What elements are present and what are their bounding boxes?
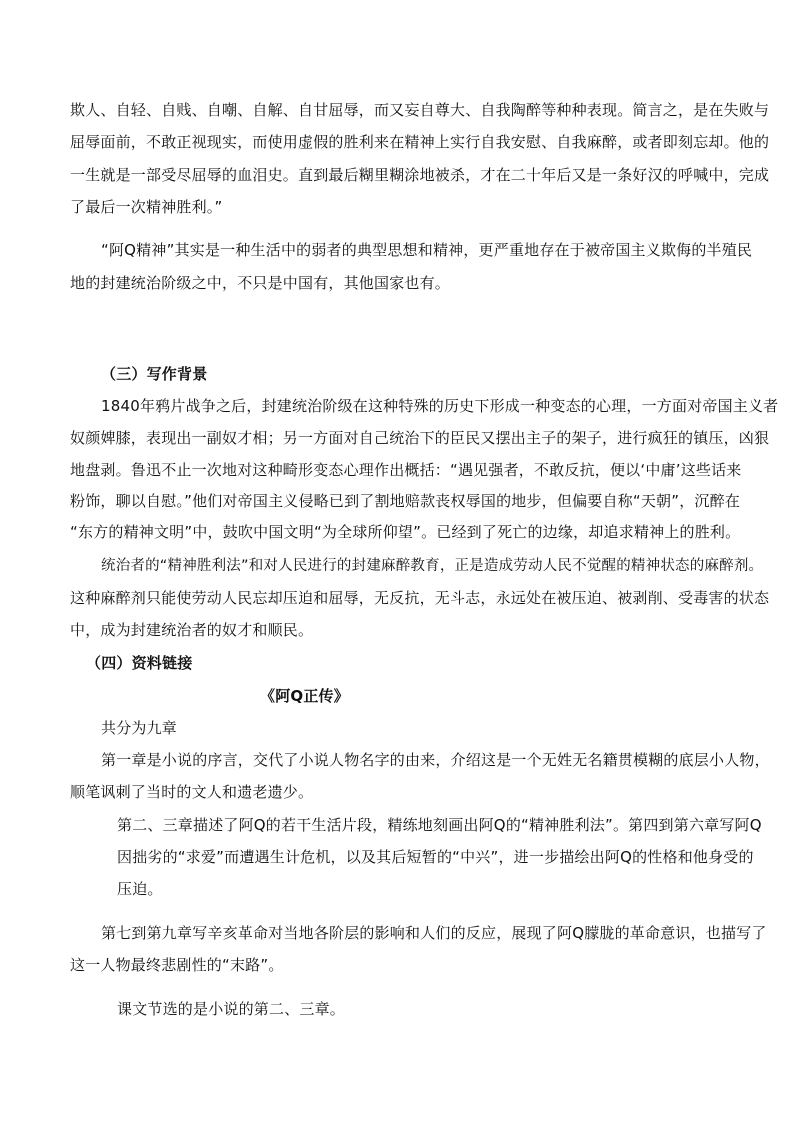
chapter1-line-1: 第一章是小说的序言，交代了小说人物名字的由来，介绍这是一个无姓无名籍贯模糊的底层小人物， [101, 751, 770, 769]
chapters7-9-line-1: 第七到第九章写辛亥革命对当地各阶层的影响和人们的反应，展现了阿Q朦胧的革命意识，也描写了 [101, 924, 767, 942]
narcotic-line-1: 统治者的“精神胜利法”和对人民进行的封建麻醉教育，正是造成劳动人民不觉醒的精神状态的麻醉剂。 [101, 558, 764, 574]
intro-line-1: 欺人、自轻、自贱、自嘲、自解、自甘屈辱，而又妄自尊大、自我陶醉等种种表现。简言之，是在失败与 [70, 101, 770, 119]
aq-spirit-line-1: “阿Q精神”其实是一种生活中的弱者的典型思想和精神，更严重地存在于被帝国主义欺侮的半殖民 [101, 241, 753, 259]
aq-spirit-line-2: 地的封建统治阶级之中，不只是中国有，其他国家也有。 [70, 274, 451, 292]
background-line-2: 奴颜婢膝，表现出一副奴才相；另一方面对自己统治下的臣民又摆出主子的架子，进行疯狂的镇压，凶狠 [70, 429, 770, 447]
background-line-5: “东方的精神文明”中，鼓吹中国文明“为全球所仰望”。已经到了死亡的边缘，却追求精神上的胜利。 [70, 523, 741, 541]
intro-line-4: 了最后一次精神胜利。” [70, 198, 223, 216]
selection-note: 课文节选的是小说的第二、三章。 [117, 1000, 346, 1018]
chapters2-6-line-2: 因拙劣的“求爱”而遭遇生计危机，以及其后短暂的“中兴”，进一步描绘出阿Q的性格和他身受的 [117, 848, 754, 866]
chapters2-6-line-1: 第二、三章描述了阿Q的若干生活片段，精练地刻画出阿Q的“精神胜利法”。第四到第六章写阿Q [117, 816, 762, 834]
chapters7-9-line-2: 这一人物最终悲剧性的“末路”。 [70, 956, 284, 974]
section3-heading: （三）写作背景 [101, 365, 208, 383]
intro-line-2: 屈辱面前，不敢正视现实，而使用虚假的胜利来在精神上实行自我安慰、自我麻醉，或者即刻忘却。他的 [70, 133, 770, 151]
narcotic-line-2: 这种麻醉剂只能使劳动人民忘却压迫和屈辱，无反抗，无斗志，永远处在被压迫、被剥削、受毒害的状态 [70, 589, 770, 607]
chapter1-line-2: 顺笔讽刺了当时的文人和遗老遗少。 [70, 783, 314, 801]
background-line-4: 粉饰，聊以自慰。”他们对帝国主义侵略已到了割地赔款丧权辱国的地步，但偏要自称“天朝”，沉醉在 [70, 492, 741, 510]
section4-heading: （四）资料链接 [86, 654, 193, 672]
narcotic-line-3: 中，成为封建统治者的奴才和顺民。 [70, 621, 314, 639]
background-line-1: 1840年鸦片战争之后，封建统治阶级在这种特殊的历史下形成一种变态的心理，一方面对帝国主义者 [101, 397, 779, 415]
chapters2-6-line-3: 压迫。 [117, 880, 163, 898]
book-title: 《阿Q正传》 [260, 687, 349, 705]
intro-line-3: 一生就是一部受尽屈辱的血泪史。直到最后糊里糊涂地被杀，才在二十年后又是一条好汉的呼喊中，完成 [70, 166, 770, 184]
background-line-3: 地盘剥。鲁迅不止一次地对这种畸形变态心理作出概括：“遇见强者，不敢反抗，便以‘中庸’这些话来 [70, 461, 742, 479]
chapter-count: 共分为九章 [101, 719, 178, 737]
